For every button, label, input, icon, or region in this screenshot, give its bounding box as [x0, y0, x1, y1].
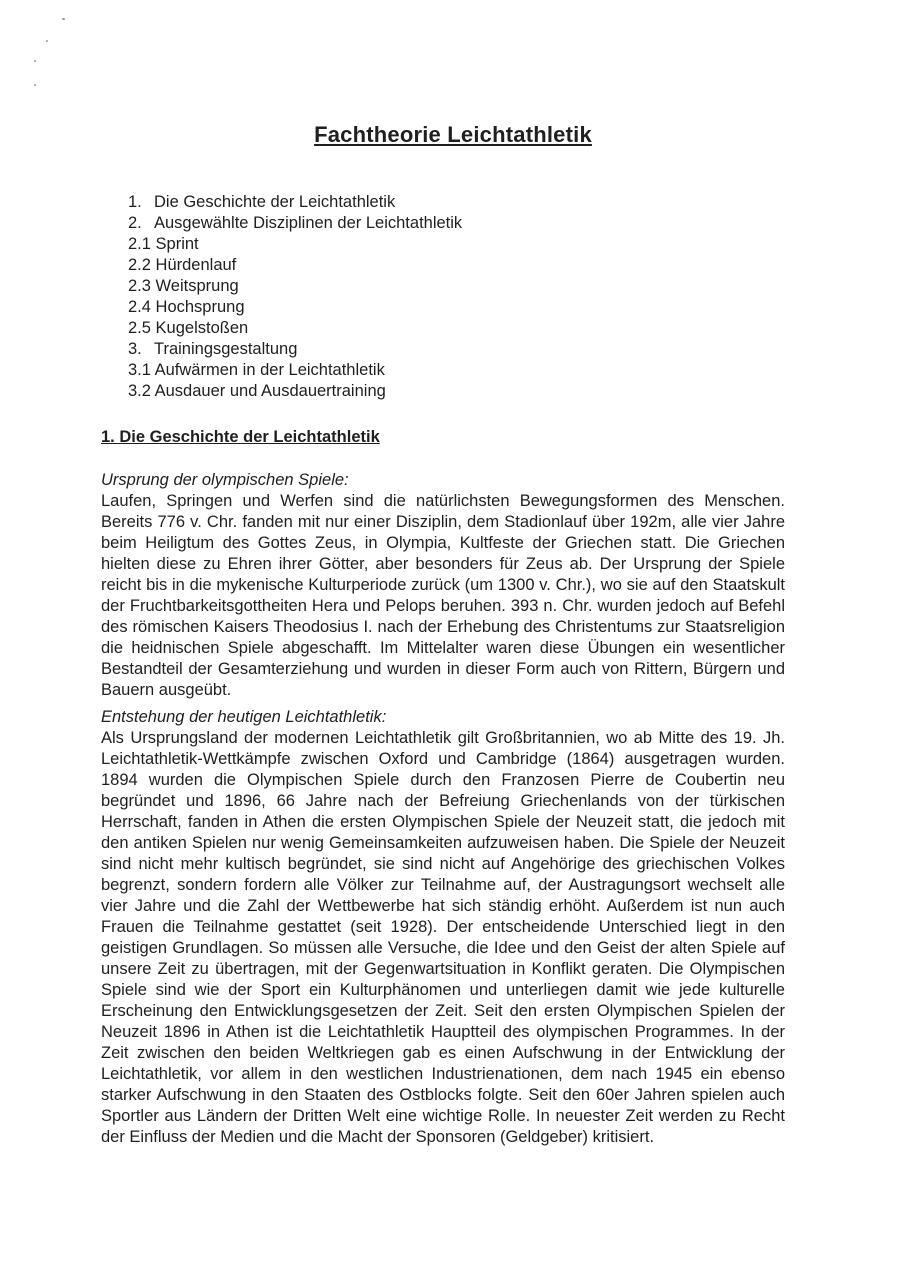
- toc-number: 2.2: [128, 256, 151, 274]
- toc-number: 2.3: [128, 277, 151, 295]
- toc-item: [128, 213, 462, 234]
- scan-speck: [46, 40, 48, 42]
- toc-item: [128, 360, 462, 381]
- toc-item: [128, 192, 462, 213]
- toc-text: Aufwärmen in der Leichtathletik: [154, 361, 385, 379]
- paragraph: Laufen, Springen und Werfen sind die natürlichsten Bewegungsformen des Menschen. Bereits 776 v. Chr. fanden mit nur einer Disziplin, dem Stadionlauf über 192m, alle vier Jahre beim Heiligtum des Gottes Zeus, in Olympia, Kultfeste der Griechen statt. Die Griechen hielten diese zu Ehren ihrer Götter, aber besonders für Zeus ab. Der Ursprung der Spiele reicht bis in die mykenische Kulturperiode zurück (um 1300 v. Chr.), wo sie auf den Staatskult der Fruchtbarkeitsgottheiten Hera und Pelops beruhen. 393 n. Chr. wurden jedoch auf Befehl des römischen Kaisers Theodosius I. nach der Erhebung des Christentums zur Staatsreligion die heidnischen Spiele abgeschafft. Im Mittelalter waren diese Übungen ein wesentlicher Bestandteil der Gesamterziehung und wurden in dieser Form auch von Rittern, Bürgern und Bauern ausgeübt.: [101, 492, 785, 699]
- toc-text: Hürdenlauf: [155, 256, 237, 274]
- subheading: Entstehung der heutigen Leichtathletik:: [101, 708, 387, 726]
- toc-item: [128, 297, 462, 318]
- document-title: Fachtheorie Leichtathletik: [314, 122, 592, 147]
- toc-text: Ausdauer und Ausdauertraining: [154, 382, 386, 400]
- toc-text: Ausgewählte Disziplinen der Leichtathletik: [154, 214, 463, 232]
- toc-text: Weitsprung: [155, 277, 239, 295]
- toc-item: [128, 339, 462, 360]
- toc-number: 2.: [128, 214, 142, 232]
- toc-text: Kugelstoßen: [155, 319, 249, 337]
- toc-text: Trainingsgestaltung: [154, 340, 298, 358]
- section-heading: 1. Die Geschichte der Leichtathletik: [101, 428, 380, 446]
- toc-text: Hochsprung: [155, 298, 245, 316]
- toc-text: Die Geschichte der Leichtathletik: [154, 193, 396, 211]
- toc-item: [128, 318, 462, 339]
- toc-number: 2.1: [128, 235, 151, 253]
- scan-speck: [62, 18, 65, 20]
- toc-number: 3.: [128, 340, 142, 358]
- toc-number: 3.1: [128, 361, 151, 379]
- toc-number: 3.2: [128, 382, 151, 400]
- toc-number: 2.5: [128, 319, 151, 337]
- paragraph: Als Ursprungsland der modernen Leichtathletik gilt Großbritannien, wo ab Mitte des 19. Jh. Leichtathletik-Wettkämpfe zwischen Oxford und Cambridge (1864) ausgetragen wurden. 1894 wurden die Olympischen Spiele durch den Franzosen Pierre de Coubertin neu begründet und 1896, 66 Jahre nach der Befreiung Griechenlands von der türkischen Herrschaft, fanden in Athen die ersten Olympischen Spiele der Neuzeit statt, die jedoch mit den antiken Spielen nur wenig Gemeinsamkeiten aufzuweisen haben. Die Spiele der Neuzeit sind nicht mehr kultisch begründet, sie sind nicht auf Angehörige des griechischen Volkes begrenzt, sondern fordern alle Völker zur Teilnahme auf, der Austragungsort wechselt alle vier Jahre und die Zahl der Wettbewerbe hat sich ständig erhöht. Außerdem ist nun auch Frauen die Teilnahme gestattet (seit 1928). Der entscheidende Unterschied liegt in den geistigen Grundlagen. So müssen alle Versuche, die Idee und den Geist der alten Spiele auf unsere Zeit zu übertragen, mit der Gegenwartsituation in Konflikt geraten. Die Olympischen Spiele sind wie der Sport ein Kulturphänomen und unterliegen damit wie jede kulturelle Erscheinung den Entwicklungsgesetzen der Zeit. Seit den ersten Olympischen Spielen der Neuzeit 1896 in Athen ist die Leichtathletik Hauptteil des olympischen Programmes. In der Zeit zwischen den beiden Weltkriegen gab es einen Aufschwung in der Entwicklung der Leichtathletik, vor allem in den westlichen Industrienationen, dem nach 1945 ein ebenso starker Aufschwung in den Staaten des Ostblocks folgte. Seit den 60er Jahren spielen auch Sportler aus Ländern der Dritten Welt eine wichtige Rolle. In neuester Zeit werden zu Recht der Einfluss der Medien und die Macht der Sponsoren (Geldgeber) kritisiert.: [101, 729, 785, 1146]
- toc-text: Sprint: [155, 235, 199, 253]
- toc-item: [128, 381, 462, 402]
- scan-speck: [34, 60, 36, 62]
- scan-speck: [34, 84, 36, 86]
- table-of-contents: [128, 192, 462, 402]
- toc-item: [128, 255, 462, 276]
- subheading: Ursprung der olympischen Spiele:: [101, 471, 349, 489]
- toc-item: [128, 234, 462, 255]
- toc-item: [128, 276, 462, 297]
- toc-number: 1.: [128, 193, 142, 211]
- section-body: [101, 470, 785, 1148]
- toc-number: 2.4: [128, 298, 151, 316]
